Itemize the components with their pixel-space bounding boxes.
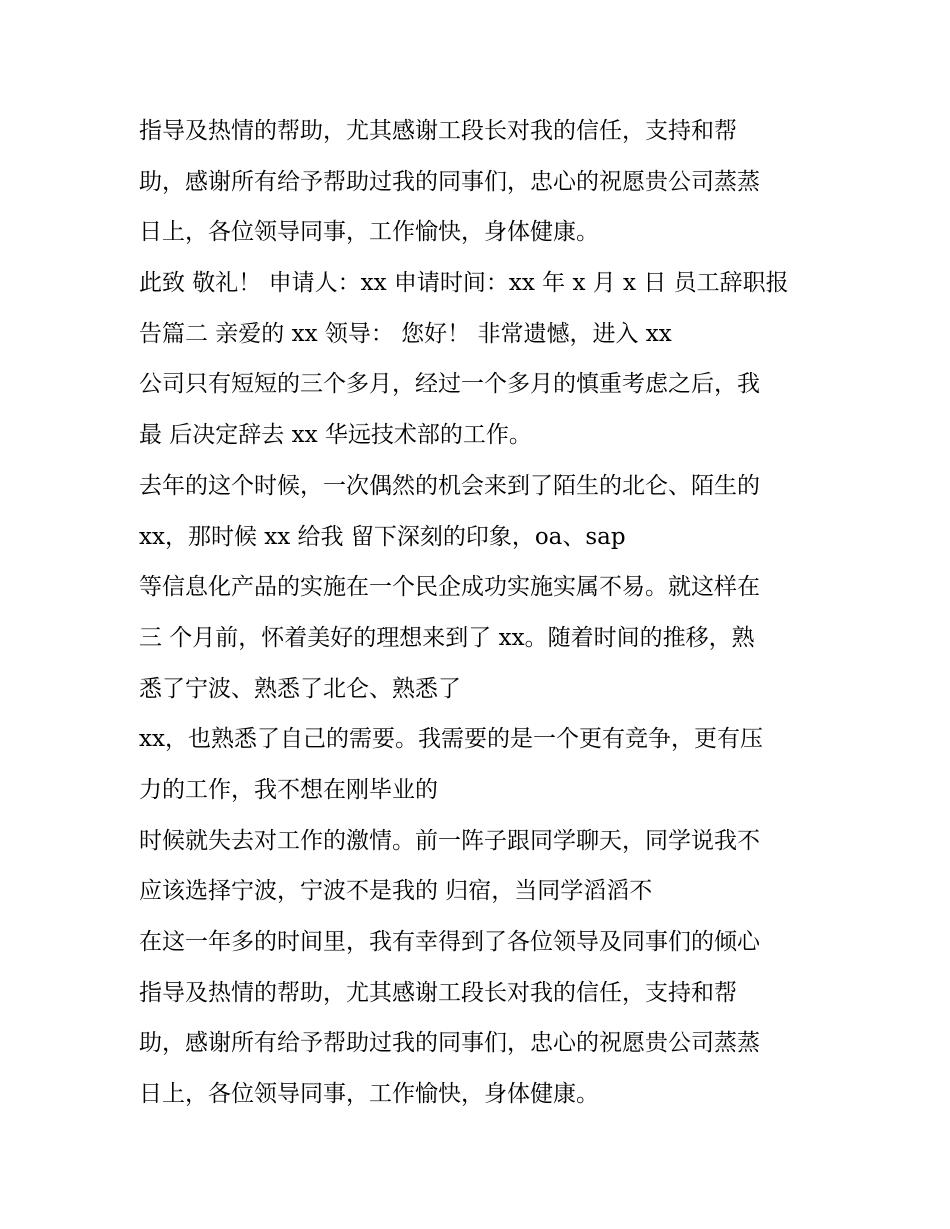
text-line: 助，感谢所有给予帮助过我的同事们，忠心的祝愿贵公司蒸蒸	[139, 1030, 760, 1057]
text-line: 日上，各位领导同事，工作愉快，身体健康。	[139, 1081, 599, 1108]
text-line: 等信息化产品的实施在一个民企成功实施实属不易。就这样在	[139, 574, 760, 601]
text-line: 指导及热情的帮助，尤其感谢工段长对我的信任，支持和帮	[139, 979, 737, 1006]
text-line: 力的工作，我不想在刚毕业的	[139, 776, 438, 803]
text-line: 应该选择宁波，宁波不是我的 归宿，当同学滔滔不	[139, 878, 653, 905]
text-line: 在这一年多的时间里，我有幸得到了各位领导及同事们的倾心	[139, 929, 760, 955]
text-line: 日上，各位领导同事，工作愉快，身体健康。	[139, 219, 599, 246]
document-body	[139, 106, 839, 1120]
text-line: 时候就失去对工作的激情。前一阵子跟同学聊天，同学说我不	[139, 827, 760, 854]
text-line: 助，感谢所有给予帮助过我的同事们，忠心的祝愿贵公司蒸蒸	[139, 168, 760, 195]
text-line: 此致 敬礼！ 申请人：xx 申请时间：xx 年 x 月 x 日 员工辞职报	[139, 270, 789, 297]
text-line: 去年的这个时候，一次偶然的机会来到了陌生的北仑、陌生的	[139, 472, 760, 499]
text-line: 告篇二 亲爱的 xx 领导： 您好！ 非常遗憾，进入 xx	[139, 320, 672, 347]
text-line: 最 后决定辞去 xx 华远技术部的工作。	[139, 422, 532, 449]
text-line: xx，那时候 xx 给我 留下深刻的印象，oa、sap	[139, 523, 626, 550]
text-line: 三 个月前，怀着美好的理想来到了 xx。随着时间的推移，熟	[139, 624, 755, 651]
text-line: xx，也熟悉了自己的需要。我需要的是一个更有竞争，更有压	[139, 726, 763, 753]
text-line: 公司只有短短的三个多月，经过一个多月的慎重考虑之后，我	[139, 371, 760, 398]
text-line: 指导及热情的帮助，尤其感谢工段长对我的信任，支持和帮	[139, 118, 737, 144]
text-line: 悉了宁波、熟悉了北仑、熟悉了	[139, 675, 461, 702]
